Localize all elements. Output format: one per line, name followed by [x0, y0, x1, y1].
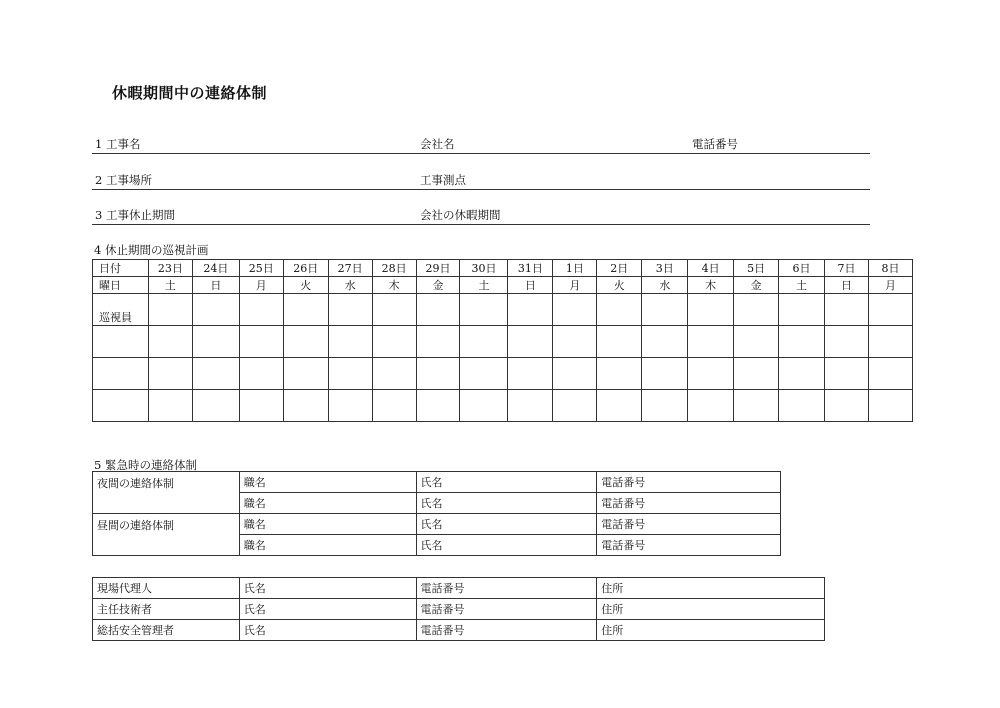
patrol-cell[interactable]	[460, 326, 508, 358]
patrol-cell[interactable]	[868, 390, 912, 422]
patrol-row	[93, 326, 913, 358]
patrol-cell[interactable]	[148, 390, 192, 422]
patrol-cell[interactable]	[597, 326, 642, 358]
weekday-cell: 月	[239, 277, 283, 294]
weekday-cell: 月	[553, 277, 597, 294]
weekday-cell: 木	[688, 277, 734, 294]
patrol-cell[interactable]	[239, 358, 283, 390]
patrol-cell[interactable]	[597, 390, 642, 422]
name-label: 氏名	[416, 493, 597, 514]
weekday-cell: 月	[868, 277, 912, 294]
phone-label: 電話番号	[597, 472, 781, 493]
patrol-cell[interactable]	[688, 358, 734, 390]
patrol-cell[interactable]	[192, 390, 239, 422]
patrol-cell[interactable]	[283, 326, 328, 358]
patrol-cell[interactable]	[824, 294, 868, 326]
construction-name-row	[92, 133, 870, 154]
name-label: 氏名	[416, 472, 597, 493]
patrol-cell[interactable]	[824, 326, 868, 358]
night-contact-label: 夜間の連絡体制	[93, 472, 240, 514]
patrol-cell[interactable]	[824, 358, 868, 390]
patrol-cell[interactable]	[416, 358, 460, 390]
date-cell: 2日	[597, 260, 642, 277]
weekday-cell: 日	[824, 277, 868, 294]
address-label: 住所	[597, 578, 825, 599]
role-label: 主任技術者	[93, 599, 240, 620]
patrol-cell[interactable]	[779, 294, 825, 326]
manager-row	[93, 620, 825, 641]
patrol-cell[interactable]	[642, 390, 688, 422]
date-cell: 27日	[328, 260, 372, 277]
patrol-cell[interactable]	[239, 326, 283, 358]
patrol-cell[interactable]	[328, 326, 372, 358]
patrol-cell[interactable]	[148, 294, 192, 326]
weekday-cell: 土	[148, 277, 192, 294]
patrol-cell[interactable]	[372, 326, 416, 358]
weekday-cell: 水	[642, 277, 688, 294]
patrol-cell[interactable]	[148, 358, 192, 390]
suspension-period-label: 3 工事休止期間	[95, 208, 175, 222]
patrol-label: 巡視員	[93, 294, 149, 326]
patrol-cell[interactable]	[642, 294, 688, 326]
patrol-row	[93, 390, 913, 422]
patrol-cell[interactable]	[508, 294, 553, 326]
patrol-cell[interactable]	[328, 358, 372, 390]
position-label: 職名	[239, 472, 416, 493]
patrol-cell[interactable]	[553, 294, 597, 326]
phone-label: 電話番号	[416, 620, 597, 641]
patrol-cell[interactable]	[734, 294, 779, 326]
weekday-cell: 金	[734, 277, 779, 294]
patrol-cell[interactable]	[688, 294, 734, 326]
weekday-cell: 金	[416, 277, 460, 294]
name-label: 氏名	[239, 599, 416, 620]
patrol-cell[interactable]	[416, 390, 460, 422]
patrol-cell[interactable]	[328, 294, 372, 326]
patrol-cell[interactable]	[642, 358, 688, 390]
patrol-cell[interactable]	[93, 358, 149, 390]
weekday-cell: 水	[328, 277, 372, 294]
date-cell: 29日	[416, 260, 460, 277]
patrol-plan-heading: 4 休止期間の巡視計画	[94, 243, 209, 257]
name-label: 氏名	[416, 514, 597, 535]
patrol-cell[interactable]	[734, 390, 779, 422]
date-cell: 31日	[508, 260, 553, 277]
emergency-contact-heading: 5 緊急時の連絡体制	[94, 458, 197, 472]
company-name-label: 会社名	[420, 137, 455, 151]
patrol-cell[interactable]	[283, 358, 328, 390]
weekday-cell: 土	[779, 277, 825, 294]
date-cell: 28日	[372, 260, 416, 277]
patrol-cell[interactable]	[508, 326, 553, 358]
address-label: 住所	[597, 599, 825, 620]
patrol-cell[interactable]	[460, 294, 508, 326]
day-contact-label: 昼間の連絡体制	[93, 514, 240, 556]
weekday-header: 曜日	[93, 277, 149, 294]
phone-label: 電話番号	[416, 599, 597, 620]
address-label: 住所	[597, 620, 825, 641]
date-cell: 24日	[192, 260, 239, 277]
patrol-cell[interactable]	[416, 294, 460, 326]
patrol-cell[interactable]	[192, 326, 239, 358]
patrol-cell[interactable]	[824, 390, 868, 422]
patrol-cell[interactable]	[868, 294, 912, 326]
patrol-cell[interactable]	[779, 326, 825, 358]
patrol-cell[interactable]	[239, 390, 283, 422]
name-label: 氏名	[416, 535, 597, 556]
construction-site-label: 2 工事場所	[95, 173, 152, 187]
patrol-cell[interactable]	[508, 390, 553, 422]
construction-name-label: 1 工事名	[95, 137, 141, 151]
patrol-cell[interactable]	[460, 358, 508, 390]
date-header: 日付	[93, 260, 149, 277]
patrol-cell[interactable]	[283, 390, 328, 422]
position-label: 職名	[239, 535, 416, 556]
construction-site-row	[92, 169, 870, 190]
weekday-cell: 木	[372, 277, 416, 294]
patrol-cell[interactable]	[868, 358, 912, 390]
patrol-cell[interactable]	[642, 326, 688, 358]
date-cell: 3日	[642, 260, 688, 277]
manager-row	[93, 578, 825, 599]
patrol-cell[interactable]	[460, 390, 508, 422]
survey-point-label: 工事測点	[420, 173, 466, 187]
date-cell: 4日	[688, 260, 734, 277]
patrol-cell[interactable]	[779, 390, 825, 422]
weekday-cell: 日	[508, 277, 553, 294]
patrol-cell[interactable]	[416, 326, 460, 358]
patrol-cell[interactable]	[148, 326, 192, 358]
patrol-cell[interactable]	[93, 390, 149, 422]
name-label: 氏名	[239, 620, 416, 641]
weekday-cell: 火	[283, 277, 328, 294]
patrol-cell[interactable]	[372, 294, 416, 326]
patrol-cell[interactable]	[688, 390, 734, 422]
date-cell: 6日	[779, 260, 825, 277]
patrol-row	[93, 358, 913, 390]
page-title: 休暇期間中の連絡体制	[112, 84, 268, 102]
patrol-cell[interactable]	[734, 358, 779, 390]
weekday-cell: 土	[460, 277, 508, 294]
weekday-cell: 日	[192, 277, 239, 294]
patrol-cell[interactable]	[192, 294, 239, 326]
suspension-period-row	[92, 204, 870, 225]
patrol-cell[interactable]	[868, 326, 912, 358]
company-holiday-label: 会社の休暇期間	[420, 208, 501, 222]
patrol-schedule-table	[92, 259, 913, 422]
phone-number-label: 電話番号	[692, 137, 738, 151]
patrol-cell[interactable]	[283, 294, 328, 326]
position-label: 職名	[239, 514, 416, 535]
role-label: 総括安全管理者	[93, 620, 240, 641]
patrol-cell[interactable]	[192, 358, 239, 390]
role-label: 現場代理人	[93, 578, 240, 599]
patrol-cell[interactable]	[553, 326, 597, 358]
weekday-cell: 火	[597, 277, 642, 294]
patrol-row	[93, 294, 913, 326]
patrol-cell[interactable]	[328, 390, 372, 422]
emergency-contact-table	[92, 471, 781, 556]
patrol-cell[interactable]	[597, 358, 642, 390]
date-cell: 26日	[283, 260, 328, 277]
date-cell: 23日	[148, 260, 192, 277]
patrol-cell[interactable]	[372, 358, 416, 390]
date-cell: 8日	[868, 260, 912, 277]
patrol-cell[interactable]	[93, 326, 149, 358]
date-cell: 25日	[239, 260, 283, 277]
patrol-cell[interactable]	[553, 358, 597, 390]
date-cell: 30日	[460, 260, 508, 277]
patrol-cell[interactable]	[553, 390, 597, 422]
weekday-row	[93, 277, 913, 294]
patrol-cell[interactable]	[239, 294, 283, 326]
patrol-cell[interactable]	[688, 326, 734, 358]
patrol-cell[interactable]	[372, 390, 416, 422]
phone-label: 電話番号	[597, 493, 781, 514]
phone-label: 電話番号	[416, 578, 597, 599]
patrol-cell[interactable]	[779, 358, 825, 390]
phone-label: 電話番号	[597, 535, 781, 556]
site-manager-table	[92, 577, 825, 641]
position-label: 職名	[239, 493, 416, 514]
manager-row	[93, 599, 825, 620]
phone-label: 電話番号	[597, 514, 781, 535]
date-cell: 7日	[824, 260, 868, 277]
patrol-cell[interactable]	[597, 294, 642, 326]
date-cell: 5日	[734, 260, 779, 277]
date-row	[93, 260, 913, 277]
name-label: 氏名	[239, 578, 416, 599]
patrol-cell[interactable]	[508, 358, 553, 390]
date-cell: 1日	[553, 260, 597, 277]
patrol-cell[interactable]	[734, 326, 779, 358]
